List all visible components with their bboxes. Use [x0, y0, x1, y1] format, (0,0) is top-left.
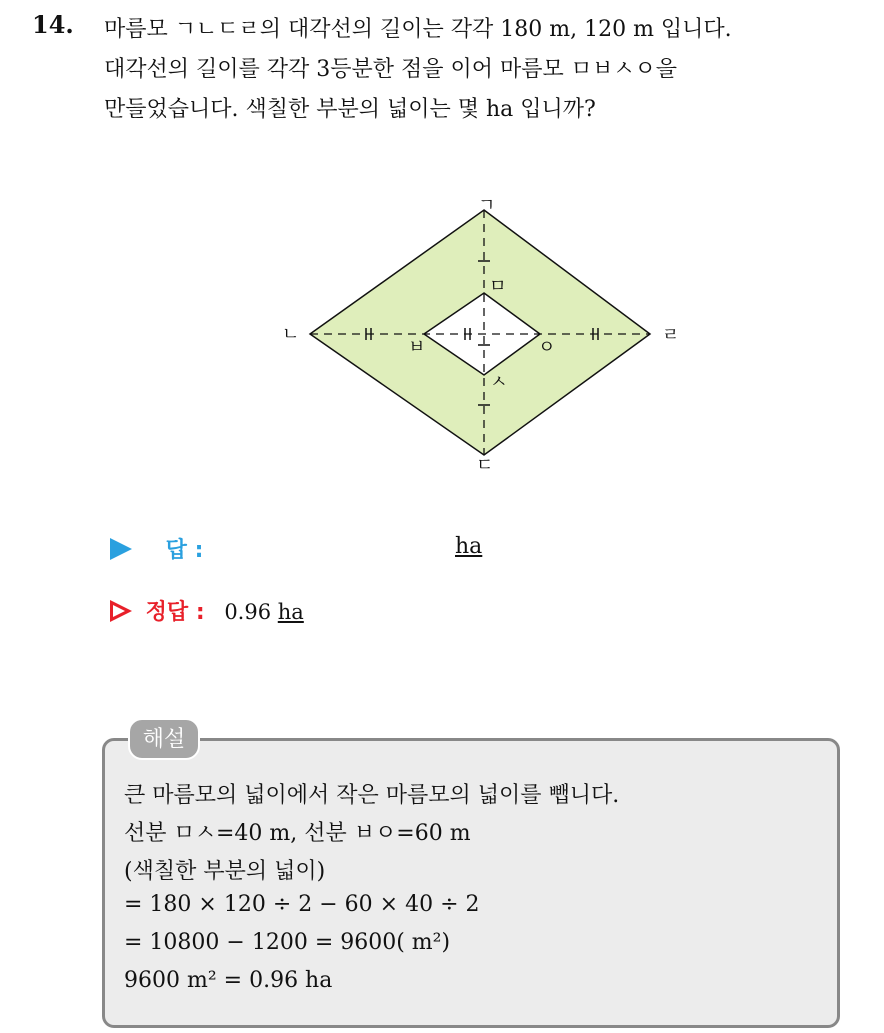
answer-row [110, 533, 203, 564]
correct-label: 정답 : [145, 600, 205, 625]
label-left: ㄴ [282, 324, 300, 345]
play-triangle-icon [110, 538, 132, 560]
label-inner-left: ㅂ [408, 337, 426, 358]
question-number: 14. [32, 10, 74, 39]
correct-value-group [224, 600, 304, 624]
label-right: ㄹ [662, 325, 680, 346]
explanation-line-5: = 10800 − 1200 = 9600( m²) [124, 930, 451, 955]
explanation-line-3: (색칠한 부분의 넓이) [124, 859, 326, 884]
correct-unit: ha [277, 600, 304, 624]
question-line-2: 대각선의 길이를 각각 3등분한 점을 이어 마름모 ㅁㅂㅅㅇ을 [104, 57, 677, 82]
label-inner-top: ㅁ [489, 276, 507, 297]
label-inner-right: ㅇ [538, 337, 556, 358]
question-line-3: 만들었습니다. 색칠한 부분의 넓이는 몇 ha 입니까? [104, 97, 596, 122]
question-line-1: 마름모 ㄱㄴㄷㄹ의 대각선의 길이는 각각 180 m, 120 m 입니다. [104, 17, 732, 42]
label-top: ㄱ [478, 195, 496, 216]
explanation-line-4: = 180 × 120 ÷ 2 − 60 × 40 ÷ 2 [124, 892, 480, 917]
answer-label: 답 : [165, 538, 204, 563]
explanation-line-6: 9600 m² = 0.96 ha [124, 968, 333, 993]
correct-answer-row [110, 595, 304, 626]
outline-triangle-icon [110, 600, 132, 622]
rhombus-figure [260, 185, 700, 485]
label-bottom: ㄷ [476, 455, 494, 476]
explanation-line-1: 큰 마름모의 넓이에서 작은 마름모의 넓이를 뺍니다. [124, 783, 620, 808]
label-inner-bottom: ㅅ [490, 372, 508, 393]
explanation-line-2: 선분 ㅁㅅ=40 m, 선분 ㅂㅇ=60 m [124, 821, 471, 846]
answer-unit: ha [455, 534, 483, 559]
explanation-tag: 해설 [128, 718, 200, 760]
correct-value: 0.96 [224, 600, 272, 624]
